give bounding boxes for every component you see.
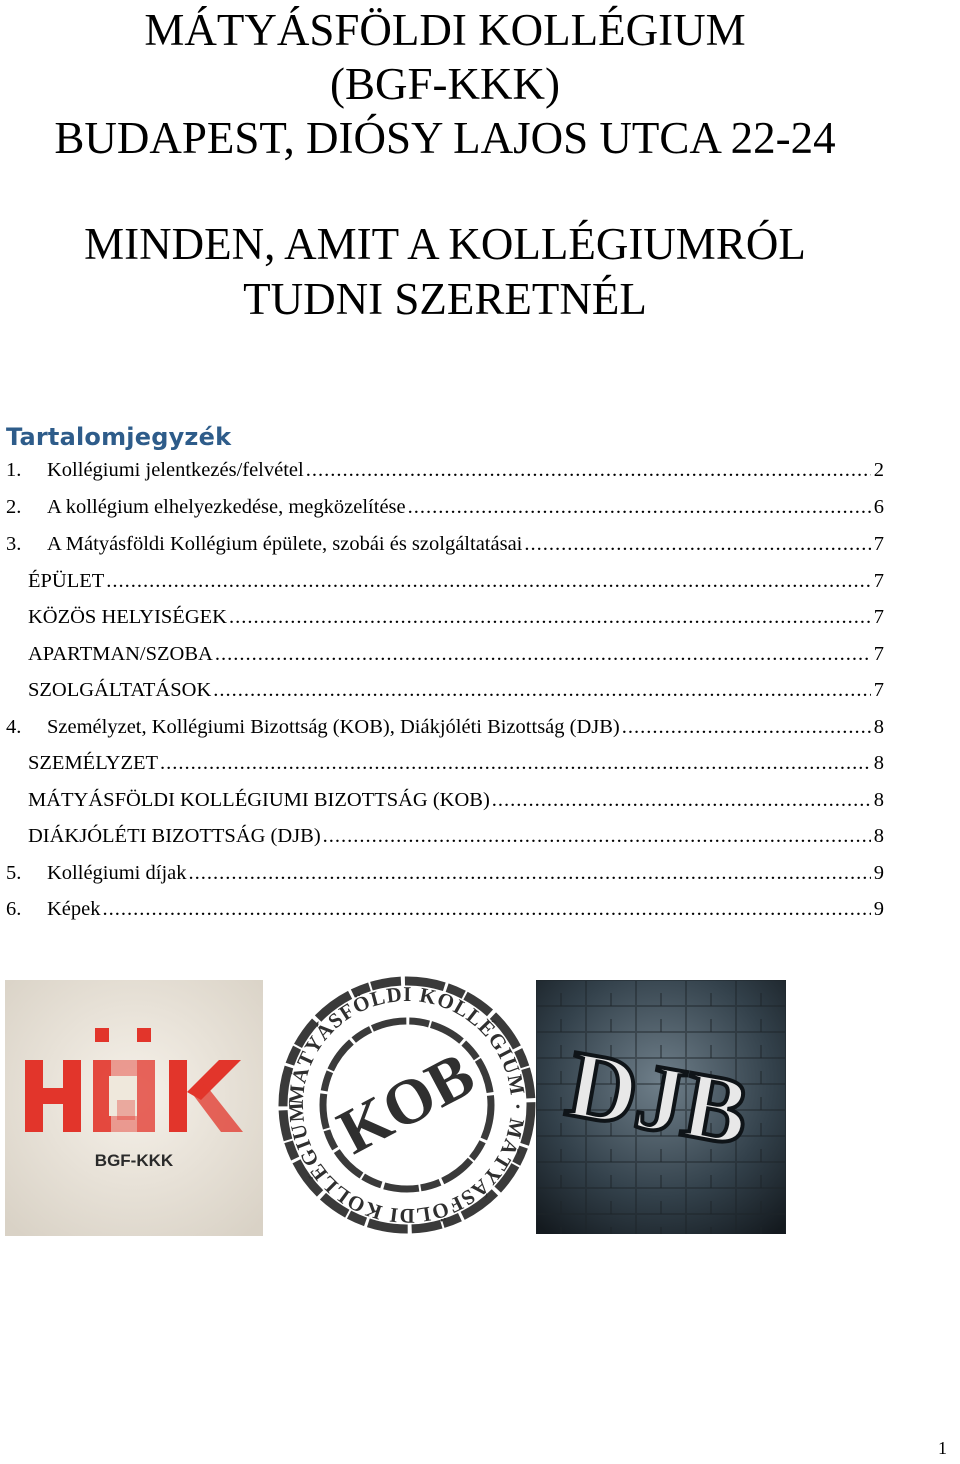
toc-entry-label: Kollégiumi jelentkezés/felvétel <box>47 459 304 481</box>
toc-leader-dots <box>106 570 870 593</box>
toc-entry-number: 5. <box>6 862 22 884</box>
toc-entry[interactable] <box>6 898 884 928</box>
title-line-1: MÁTYÁSFÖLDI KOLLÉGIUM <box>144 5 746 55</box>
toc-entry-page: 9 <box>873 862 884 884</box>
toc-subentry[interactable] <box>28 570 884 600</box>
toc-leader-dots <box>189 862 871 885</box>
hok-logo <box>5 980 263 1236</box>
toc-entry-label: Személyzet, Kollégiumi Bizottság (KOB), Diákjóléti Bizottság (DJB) <box>47 716 620 738</box>
toc-entry-page: 8 <box>873 825 884 847</box>
kob-ring-text: MÁTYÁSFÖLDI KOLLÉGIUM · MÁTYÁSFÖLDI KOLLÉGIUM <box>283 981 531 1229</box>
toc-leader-dots <box>524 533 870 556</box>
toc-entry-page: 7 <box>873 533 884 555</box>
toc-entry-number: 6. <box>6 898 22 920</box>
title-line-4: MINDEN, AMIT A KOLLÉGIUMRÓL <box>84 219 806 269</box>
toc-leader-dots <box>160 752 871 775</box>
djb-logo <box>536 980 786 1234</box>
toc-entry-label: KÖZÖS HELYISÉGEK <box>28 606 227 628</box>
toc-entry-label: A Mátyásföldi Kollégium épülete, szobái és szolgáltatásai <box>47 533 523 555</box>
title-line-5: TUDNI SZERETNÉL <box>243 274 647 324</box>
toc-entry-number: 4. <box>6 716 22 738</box>
toc-leader-dots <box>103 898 871 921</box>
toc-heading: Tartalomjegyzék <box>6 423 232 451</box>
kob-stamp-logo <box>276 974 538 1236</box>
toc-entry-page: 8 <box>873 752 884 774</box>
toc-entry-label: ÉPÜLET <box>28 570 105 592</box>
toc-entry-page: 7 <box>873 643 884 665</box>
toc-entry[interactable] <box>6 533 884 563</box>
toc-entry-page: 7 <box>873 679 884 701</box>
toc-leader-dots <box>229 606 871 629</box>
toc-entry-page: 9 <box>873 898 884 920</box>
toc-leader-dots <box>323 825 871 848</box>
toc-entry-page: 8 <box>873 716 884 738</box>
toc-subentry[interactable] <box>28 643 884 673</box>
toc-entry-page: 8 <box>873 789 884 811</box>
toc-subentry[interactable] <box>28 606 884 636</box>
toc-entry-number: 3. <box>6 533 22 555</box>
toc-entry[interactable] <box>6 496 884 526</box>
toc-entry-label: Képek <box>47 898 101 920</box>
kob-center-text: KOB <box>326 1038 486 1168</box>
toc-entry-number: 2. <box>6 496 22 518</box>
toc-subentry[interactable] <box>28 752 884 782</box>
toc-entry-label: Kollégiumi díjak <box>47 862 187 884</box>
toc-leader-dots <box>213 679 871 702</box>
toc-entry[interactable] <box>6 716 884 746</box>
toc-subentry[interactable] <box>28 789 884 819</box>
toc-entry-label: A kollégium elhelyezkedése, megközelítése <box>47 496 406 518</box>
toc-entry[interactable] <box>6 459 884 489</box>
toc-leader-dots <box>492 789 871 812</box>
toc-subentry[interactable] <box>28 825 884 855</box>
toc-entry-label: SZEMÉLYZET <box>28 752 159 774</box>
toc-entry-page: 2 <box>873 459 884 481</box>
toc-entry-label: APARTMAN/SZOBA <box>28 643 213 665</box>
toc-entry-label: SZOLGÁLTATÁSOK <box>28 679 212 701</box>
title-line-2: (BGF-KKK) <box>330 59 560 109</box>
toc-entry-page: 6 <box>873 496 884 518</box>
toc-subentry[interactable] <box>28 679 884 709</box>
toc-leader-dots <box>215 643 871 666</box>
toc-entry-page: 7 <box>873 570 884 592</box>
toc-entry-label: MÁTYÁSFÖLDI KOLLÉGIUMI BIZOTTSÁG (KOB) <box>28 789 490 811</box>
toc-leader-dots <box>306 459 871 482</box>
hok-subtitle: BGF-KKK <box>94 1151 174 1170</box>
toc-entry-page: 7 <box>873 606 884 628</box>
toc-leader-dots <box>408 496 871 519</box>
toc-entry-label: DIÁKJÓLÉTI BIZOTTSÁG (DJB) <box>28 825 321 847</box>
title-line-3: BUDAPEST, DIÓSY LAJOS UTCA 22-24 <box>54 113 836 163</box>
djb-text: DJB <box>559 1029 757 1167</box>
toc-leader-dots <box>622 716 871 739</box>
toc-entry[interactable] <box>6 862 884 892</box>
page-number: 1 <box>938 1438 947 1458</box>
toc-entry-number: 1. <box>6 459 22 481</box>
